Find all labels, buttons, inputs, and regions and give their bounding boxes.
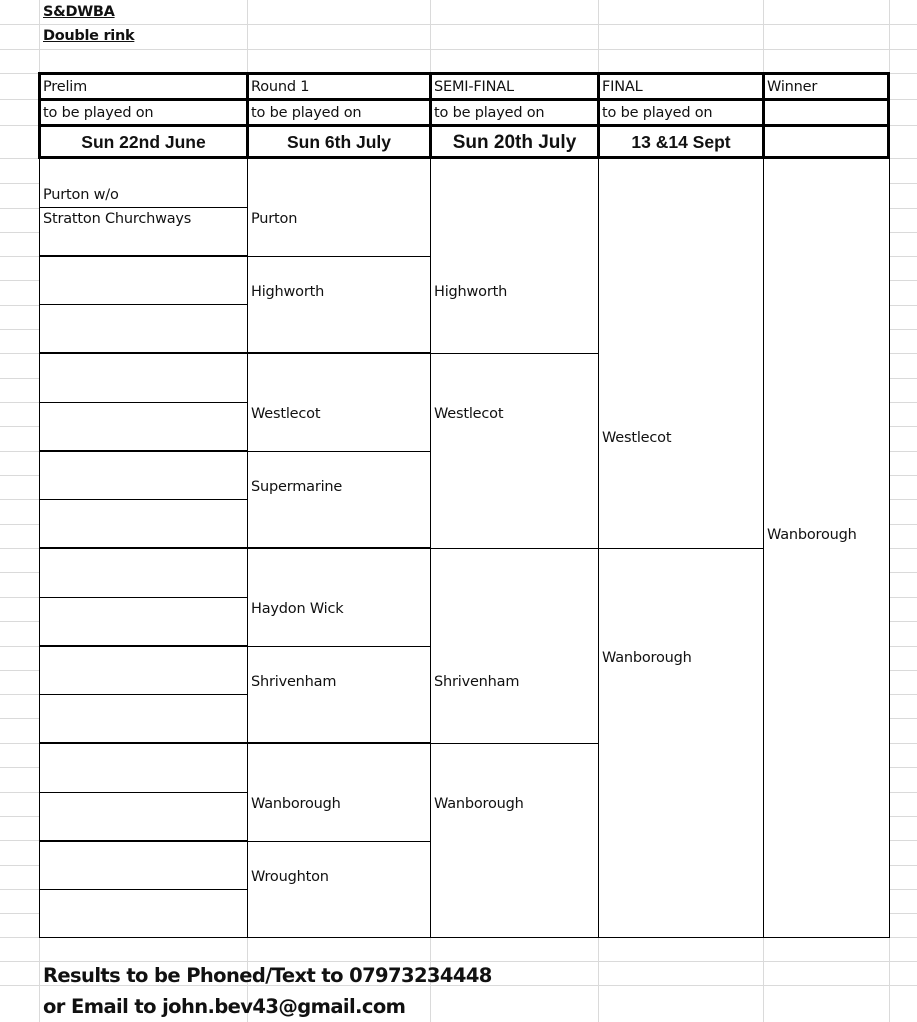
contact-email-line: or Email to john.bev43@gmail.com: [43, 995, 406, 1018]
semi-final-entry: Shrivenham: [434, 674, 520, 690]
org-title: S&DWBA: [43, 4, 115, 20]
played-on-label-prelim: to be played on: [40, 101, 247, 125]
round-name-winner: Winner: [764, 75, 889, 99]
date-prelim: Sun 22nd June: [40, 127, 247, 158]
round1-entry: Purton: [251, 211, 298, 227]
round1-entry: Supermarine: [251, 479, 343, 495]
winner-entry: Wanborough: [767, 527, 857, 543]
semi-final-entry: Wanborough: [434, 796, 524, 812]
semi-final-entry: Westlecot: [434, 406, 504, 422]
contact-phone-line: Results to be Phoned/Text to 07973234448: [43, 964, 492, 987]
final-entry: Westlecot: [602, 430, 672, 446]
played-on-label-final: to be played on: [599, 101, 763, 125]
round-name-prelim: Prelim: [40, 75, 247, 99]
prelim-entry: Stratton Churchways: [43, 211, 192, 227]
competition-title: Double rink: [43, 28, 135, 44]
round1-entry: Wroughton: [251, 869, 329, 885]
played-on-label-round1: to be played on: [248, 101, 430, 125]
date-final: 13 &14 Sept: [599, 127, 763, 158]
round-name-semi-final: SEMI-FINAL: [431, 75, 598, 99]
played-on-label-semi-final: to be played on: [431, 101, 598, 125]
date-semi-final: Sun 20th July: [431, 127, 598, 158]
date-round1: Sun 6th July: [248, 127, 430, 158]
round1-entry: Westlecot: [251, 406, 321, 422]
played-on-label-winner: [764, 101, 889, 125]
prelim-entry: Purton w/o: [43, 187, 119, 203]
round1-entry: Haydon Wick: [251, 601, 344, 617]
round1-entry: Wanborough: [251, 796, 341, 812]
round1-entry: Highworth: [251, 284, 325, 300]
round1-entry: Shrivenham: [251, 674, 337, 690]
final-entry: Wanborough: [602, 650, 692, 666]
semi-final-entry: Highworth: [434, 284, 508, 300]
round-name-final: FINAL: [599, 75, 763, 99]
round-name-round1: Round 1: [248, 75, 430, 99]
date-winner: [764, 127, 889, 158]
